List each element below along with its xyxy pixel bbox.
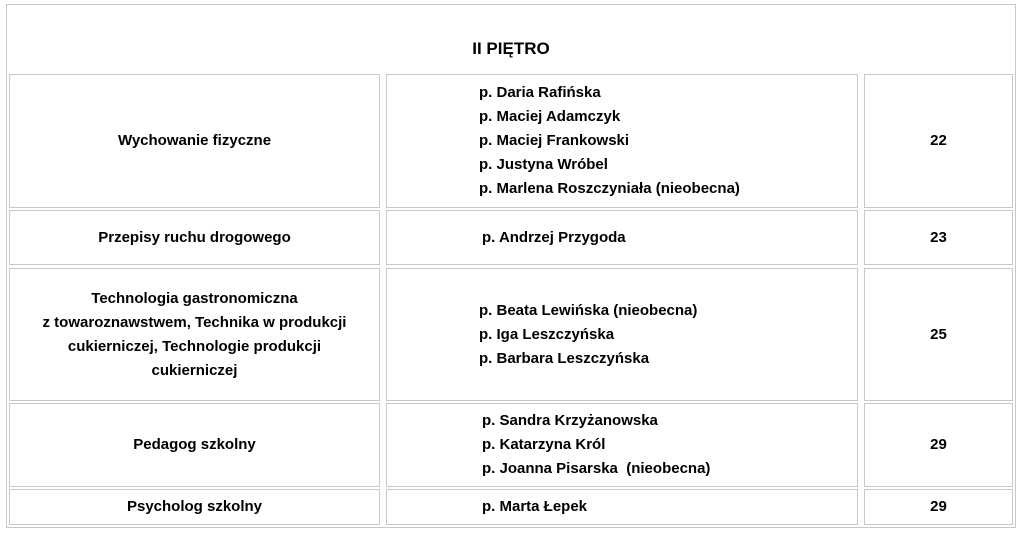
- teachers-cell: [386, 210, 858, 265]
- teachers-cell: [386, 403, 858, 487]
- floor-title: II PIĘTRO: [472, 39, 550, 58]
- table-header: [7, 5, 1015, 74]
- subject-name: Technologia gastronomiczna z towaroznawstwem, Technika w produkcji cukierniczej, Technologie produkcji cukierniczej: [42, 289, 347, 379]
- room-number: 29: [930, 436, 947, 453]
- teacher-name: p. Joanna Pisarska (nieobecna): [482, 460, 711, 477]
- room-cell: [864, 210, 1013, 265]
- teacher-name: p. Barbara Leszczyńska: [479, 349, 650, 367]
- table-row: [7, 403, 1015, 487]
- subject-name: Wychowanie fizyczne: [117, 132, 272, 149]
- teacher-name: p. Maciej Frankowski: [479, 132, 630, 149]
- teacher-name: p. Justyna Wróbel: [479, 156, 608, 173]
- teacher-name: p. Iga Leszczyńska: [479, 325, 615, 343]
- table-row: [7, 210, 1015, 265]
- subject-name: Pedagog szkolny: [133, 436, 256, 453]
- teacher-name: p. Beata Lewińska (nieobecna): [479, 301, 698, 319]
- table-row: [7, 489, 1015, 525]
- teacher-list: [387, 226, 626, 250]
- subject-cell: [9, 489, 380, 525]
- table-row: [7, 74, 1015, 208]
- teacher-name: p. Katarzyna Król: [482, 436, 606, 453]
- teacher-list: [387, 299, 697, 371]
- room-number: 22: [930, 132, 947, 149]
- subject-cell: [9, 403, 380, 487]
- teachers-cell: [386, 74, 858, 208]
- teacher-name: p. Sandra Krzyżanowska: [482, 412, 658, 429]
- floor-table: [6, 4, 1016, 528]
- subject-cell: [9, 210, 380, 265]
- teacher-name: p. Marta Łepek: [482, 498, 588, 515]
- subject-name: Psycholog szkolny: [126, 498, 263, 515]
- subject-cell: [9, 268, 380, 401]
- teacher-name: p. Marlena Roszczyniała (nieobecna): [479, 180, 740, 197]
- teacher-name: p. Daria Rafińska: [479, 84, 601, 101]
- teacher-name: p. Andrzej Przygoda: [482, 228, 626, 246]
- teachers-cell: [386, 268, 858, 401]
- subject-cell: [9, 74, 380, 208]
- teacher-list: [387, 495, 587, 519]
- teacher-list: [387, 409, 710, 481]
- teacher-name: p. Maciej Adamczyk: [479, 108, 621, 125]
- table-row: [7, 268, 1015, 401]
- room-number: 23: [930, 228, 947, 246]
- subject-name: Przepisy ruchu drogowego: [98, 228, 291, 246]
- room-number: 25: [930, 325, 947, 343]
- room-cell: [864, 268, 1013, 401]
- teacher-list: [387, 81, 740, 201]
- room-cell: [864, 489, 1013, 525]
- room-number: 29: [930, 498, 947, 515]
- room-cell: [864, 403, 1013, 487]
- teachers-cell: [386, 489, 858, 525]
- room-cell: [864, 74, 1013, 208]
